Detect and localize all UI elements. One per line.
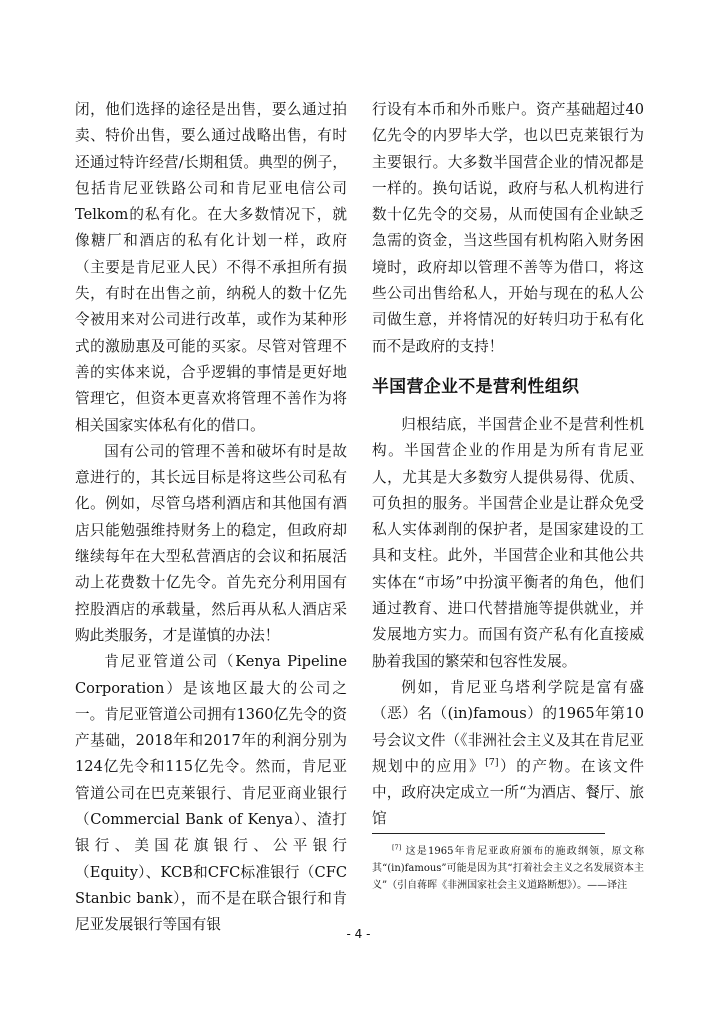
paragraph-text: ）的产物。在该文件中，政府决定成立一所“为酒店、餐厅、旅馆 [372,757,644,828]
body-paragraph: 归根结底，半国营企业不是营利性机构。半国营企业的作用是为所有肯尼亚人，尤其是大多数穷人提供易得、优质、可负担的服务。半国营企业是让群众免受私人实体剥削的保护者，是国家建设的工具和支柱。此外，半国营企业和其他公共实体在“市场”中扮演平衡者的角色，他们通过教育、进口代替措施等提供就业，并发展地方实力。而国有资产私有化直接威胁着我国的繁荣和包容性发展。 [372,415,644,670]
body-paragraph: 国有公司的管理不善和破坏有时是故意进行的，其长远目标是将这些公司私有化。例如，尽管乌塔利酒店和其他国有酒店只能勉强维持财务上的稳定，但政府却继续每年在大型私营酒店的会议和拓展活动上花费数十亿先令。首先充分利用国有控股酒店的承载量，然后再从私人酒店采购此类服务，才是谨慎的办法！ [75,442,347,644]
page-number: - 4 - [346,927,371,941]
section-heading: 半国营企业不是营利性组织 [372,375,580,396]
right-column [372,97,644,833]
body-paragraph [372,675,644,833]
body-paragraph: 闭，他们选择的途径是出售，要么通过拍卖、特价出售，要么通过战略出售，有时还通过特许经营/长期租赁。典型的例子，包括肯尼亚铁路公司和肯尼亚电信公司Telkom的私有化。在大多数情况下，就像糖厂和酒店的私有化计划一样，政府（主要是肯尼亚人民）不得不承担所有损失，有时在出售之前，纳税人的数十亿先令被用来对公司进行改革，或作为某种形式的激励惠及可能的买家。尽管对管理不善的实体来说，合乎逻辑的事情是更好地管理它，但资本更喜欢将管理不善作为将相关国家实体私有化的借口。 [75,101,347,434]
footnote [372,843,644,894]
left-column [75,97,347,939]
footnote-text: 这是1965年肯尼亚政府颁布的施政纲领，原文称其“(in)famous”可能是因为其“打着社会主义之名发展资本主义”（引自蒋晖《非洲国家社会主义道路断想》）。——译注 [372,846,644,891]
body-paragraph: 行设有本币和外币账户。资产基础超过40亿先令的内罗毕大学，也以巴克莱银行为主要银行。大多数半国营企业的情况都是一样的。换句话说，政府与私人机构进行数十亿先令的交易，从而使国有企业缺乏急需的资金，当这些国有机构陷入财务困境时，政府却以管理不善等为借口，将这些公司出售给私人，开始与现在的私人公司做生意，并将情况的好转归功于私有化而不是政府的支持！ [372,101,644,355]
paragraph-text: 例如，肯尼亚乌塔利学院是富有盛（恶）名（(in)famous）的1965年第10号会议文件（《非洲社会主义及其在肯尼亚规划中的应用》 [372,678,644,775]
footnote-reference[interactable]: [7] [485,756,499,768]
footnote-divider [372,833,605,834]
footnote-marker: [7] [392,843,402,852]
body-paragraph: 肯尼亚管道公司（Kenya Pipeline Corporation）是该地区最大的公司之一。肯尼亚管道公司拥有1360亿先令的资产基础，2018年和2017年的利润分别为124亿先令和115亿先令。然而，肯尼亚管道公司在巴克莱银行、肯尼亚商业银行（Commercial Bank of Kenya）、渣打银行、美国花旗银行、公平银行（Equity）、KCB和CFC标准银行（CFC Stanbic bank），而不是在联合银行和肯尼亚发展银行等国有银 [75,653,347,934]
